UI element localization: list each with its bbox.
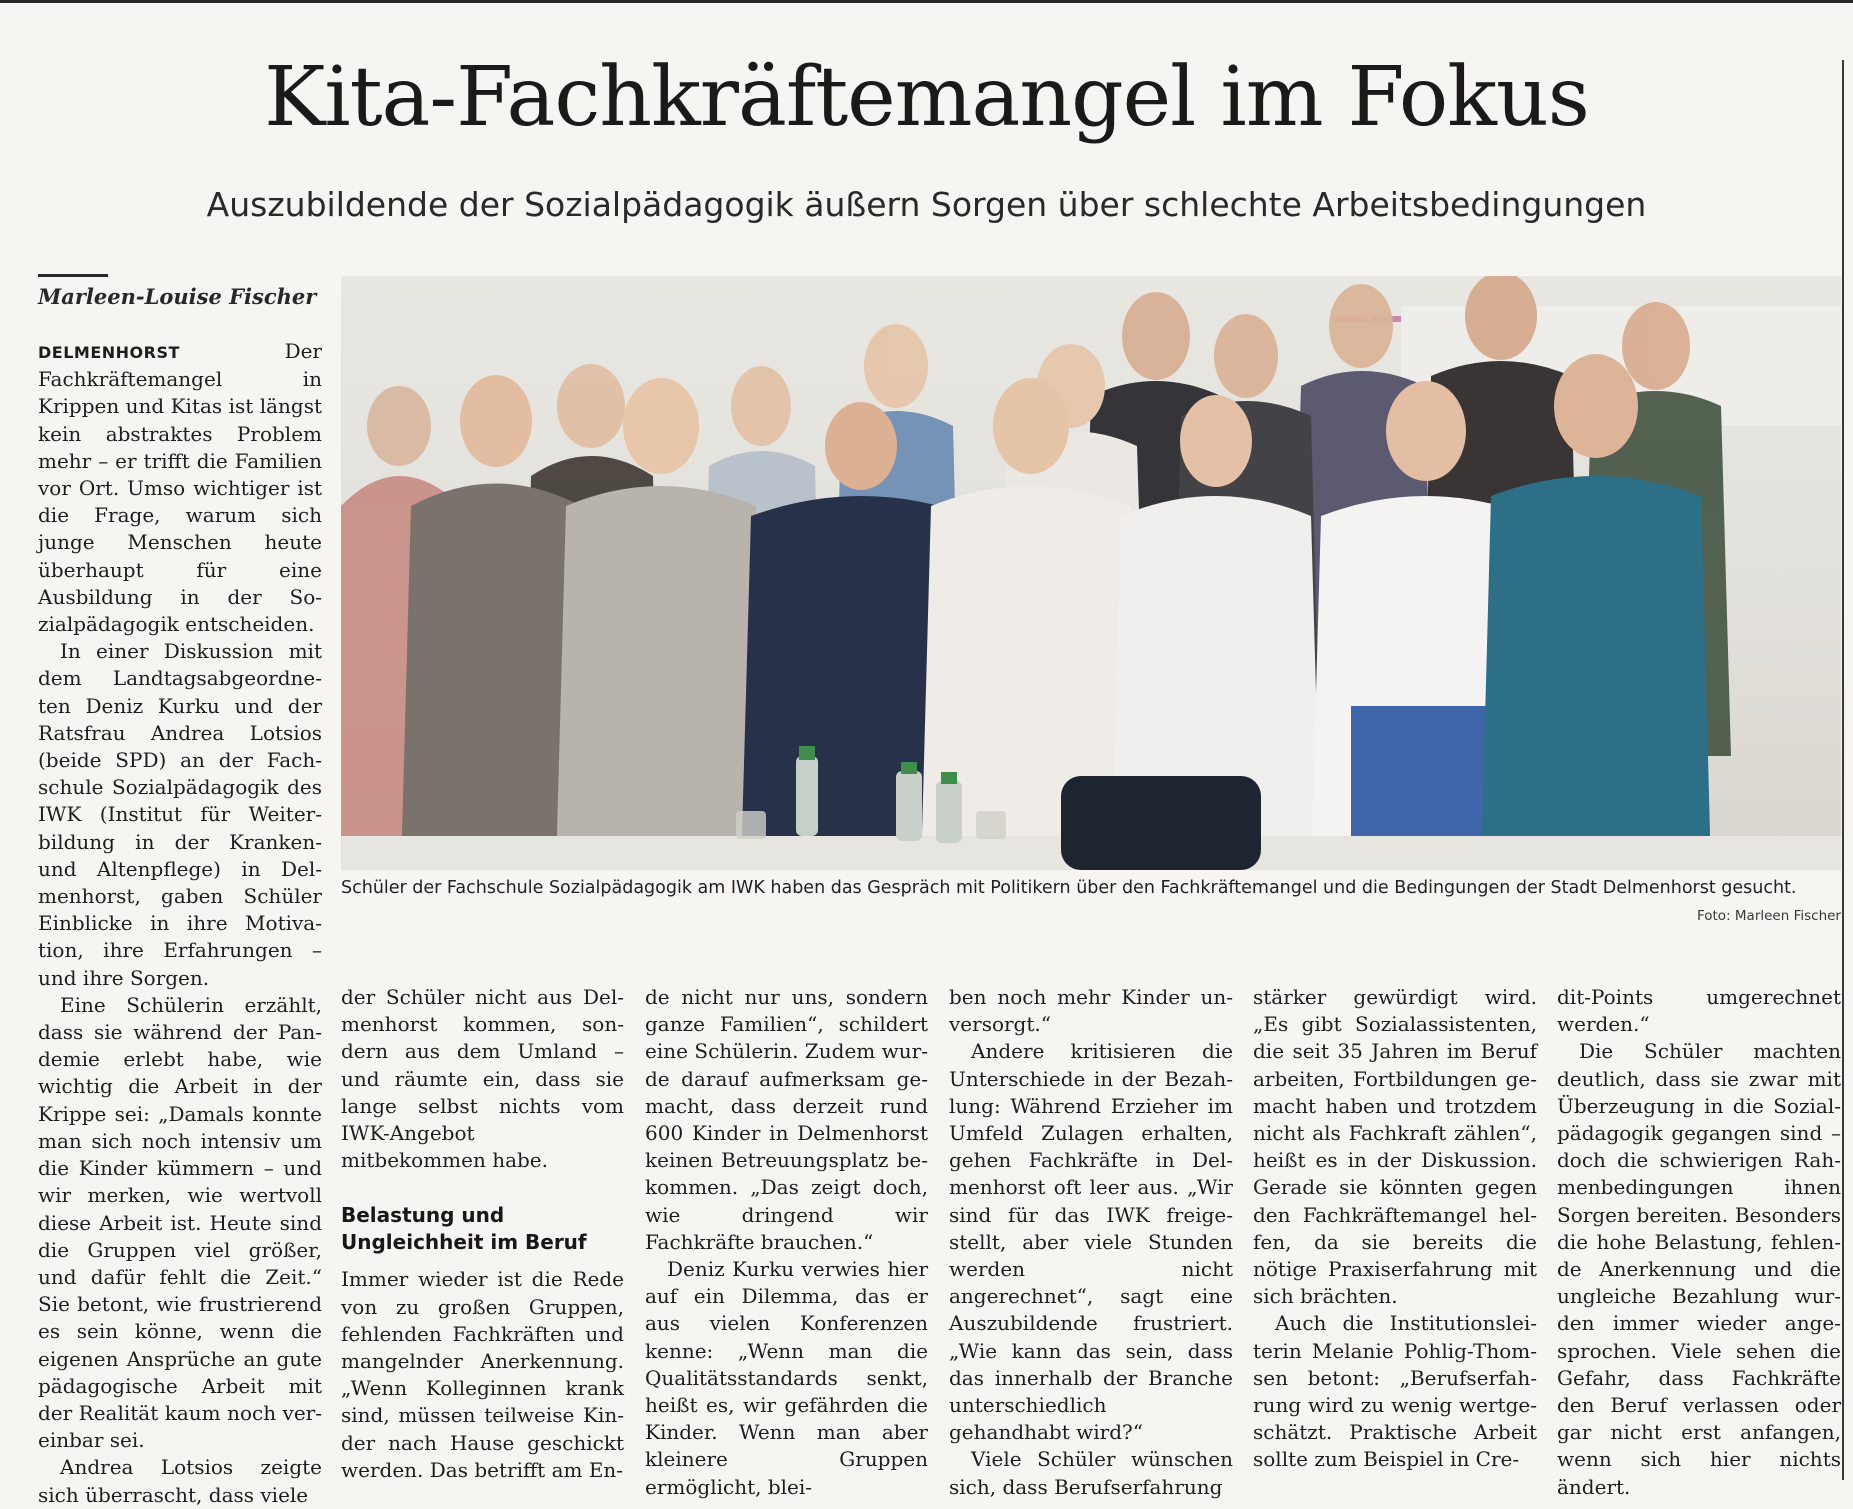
- section-subhead: Belastung und Ungleichheit im Beruf: [341, 1203, 587, 1255]
- paragraph: Andere kritisieren die Unterschiede in der Bezahlung: Während Erzieher im Umfeld Zulagen erhalten, gehen Fachkräfte in Delmenhorst oft leer aus. „Wir sind für das IWK freigestellt, aber viele Stunden werden nicht angerechnet“, sagt eine Auszubildende frustriert. „Wie kann das sein, dass das innerhalb der Branche unterschiedlich gehandhabt wird?“: [949, 1039, 1233, 1445]
- article-column-5: [1253, 984, 1537, 1474]
- right-column-rule: [1842, 60, 1844, 1480]
- byline-rule: [38, 274, 108, 277]
- dateline: DELMENHORST: [38, 343, 180, 362]
- paragraph: Die Schüler machten deutlich, dass sie zwar mit Überzeugung in die Sozialpädagogik gegangen sind – doch die schwierigen Rahmenbedingungen ihnen Sorgen bereiten. Besonders die hohe Belastung, fehlende Anerkennung und die ungleiche Bezahlung wurden immer wieder angesprochen. Viele sehen die Gefahr, dass Fachkräfte den Beruf verlassen oder gar nicht erst anfangen, wenn sich hier nichts ändert.: [1557, 1039, 1841, 1499]
- author-byline: Marleen-Louise Fischer: [38, 284, 317, 309]
- article-column-1: [38, 338, 322, 1509]
- article-column-2: [341, 984, 624, 1484]
- paragraph: de nicht nur uns, sondern ganze Familien“, schildert eine Schülerin. Zudem wurde darauf aufmerksam gemacht, dass derzeit rund 600 Kinder in Delmenhorst keinen Betreuungsplatz bekommen. „Das zeigt doch, wie dringend wir Fachkräfte brauchen.“: [645, 985, 928, 1254]
- paragraph: In einer Diskussion mit dem Landtagsabgeordneten Deniz Kurku und der Ratsfrau Andrea Lotsios (beide SPD) an der Fachschule Sozialpädagogik des IWK (Institut für Weiterbildung in der Kranken- und Altenpflege) in Delmenhorst, gaben Schüler Einblicke in ihre Motivation, ihre Erfahrungen – und ihre Sorgen.: [38, 639, 322, 990]
- paragraph: Andrea Lotsios zeigte sich überrascht, dass viele: [38, 1455, 322, 1507]
- paragraph: Deniz Kurku verwies hier auf ein Dilemma, das er aus vielen Konferenzen kenne: „Wenn man die Qualitätsstandards senkt, heißt es, wir gefährden die Kinder. Wenn man aber kleinere Gruppen ermöglicht, blei-: [645, 1257, 928, 1499]
- article-column-4: [949, 984, 1233, 1501]
- paragraph: stärker gewürdigt wird. „Es gibt Sozialassistenten, die seit 35 Jahren im Beruf arbeiten, Fortbildungen gemacht haben und trotzdem nicht als Fachkraft zählen“, heißt es in der Diskussion. Gerade sie könnten gegen den Fachkräftemangel helfen, da sie bereits die nötige Praxiserfahrung mit sich brächten.: [1253, 985, 1537, 1309]
- top-rule: [0, 0, 1853, 3]
- headline: Kita-Fachkräftemangel im Fokus: [264, 50, 1589, 145]
- paragraph: Immer wieder ist die Rede von zu großen Gruppen, fehlenden Fachkräften und mangelnder Anerkennung. „Wenn Kolleginnen krank sind, müssen teilweise Kinder nach Hause geschickt werden. Das betrifft am En-: [341, 1267, 624, 1482]
- article-column-3: [645, 984, 928, 1501]
- group-photo: [341, 276, 1841, 870]
- paragraph: dit-Points umgerechnet werden.“: [1557, 985, 1841, 1037]
- group-photo-illustration: [341, 276, 1841, 870]
- article-column-6: [1557, 984, 1841, 1501]
- photo-credit: Foto: Marleen Fischer: [1696, 908, 1841, 924]
- paragraph: der Schüler nicht aus Delmenhorst kommen, sondern aus dem Umland – und räumte ein, dass sie lange selbst nichts vom IWK-Angebot mitbekommen habe.: [341, 985, 624, 1173]
- photo-caption: Schüler der Fachschule Sozialpädagogik am IWK haben das Gespräch mit Politikern über den Fachkräftemangel und die Bedingungen der Stadt Delmenhorst gesucht.: [341, 878, 1797, 898]
- paragraph: ben noch mehr Kinder unversorgt.“: [949, 985, 1233, 1037]
- paragraph: Auch die Institutionsleiterin Melanie Pohlig-Thomsen betont: „Berufserfahrung wird zu wenig wertgeschätzt. Praktische Arbeit sollte zum Beispiel in Cre-: [1253, 1311, 1537, 1472]
- paragraph: Eine Schülerin erzählt, dass sie während der Pandemie erlebt habe, wie wichtig die Arbeit in der Krippe sei: „Damals konnte man sich noch intensiv um die Kinder kümmern – und wir merken, wie wertvoll diese Arbeit ist. Heute sind die Gruppen viel größer, und dafür fehlt die Zeit.“ Sie betont, wie frustrierend es sein könne, wenn die eigenen Ansprüche an gute pädagogische Arbeit mit der Realität kaum noch vereinbar sei.: [38, 992, 322, 1453]
- paragraph: [38, 338, 322, 638]
- subheadline: Auszubildende der Sozialpädagogik äußern Sorgen über schlechte Arbeitsbedingungen: [206, 185, 1647, 224]
- paragraph: Viele Schüler wünschen sich, dass Berufserfahrung: [949, 1447, 1233, 1499]
- paragraph-text: Der Fachkräftemangel in Krippen und Kitas ist längst kein abstraktes Problem mehr – er trifft die Familien vor Ort. Umso wichtiger ist die Frage, warum sich junge Menschen heute überhaupt für eine Ausbildung in der Sozialpädagogik entscheiden.: [38, 339, 322, 637]
